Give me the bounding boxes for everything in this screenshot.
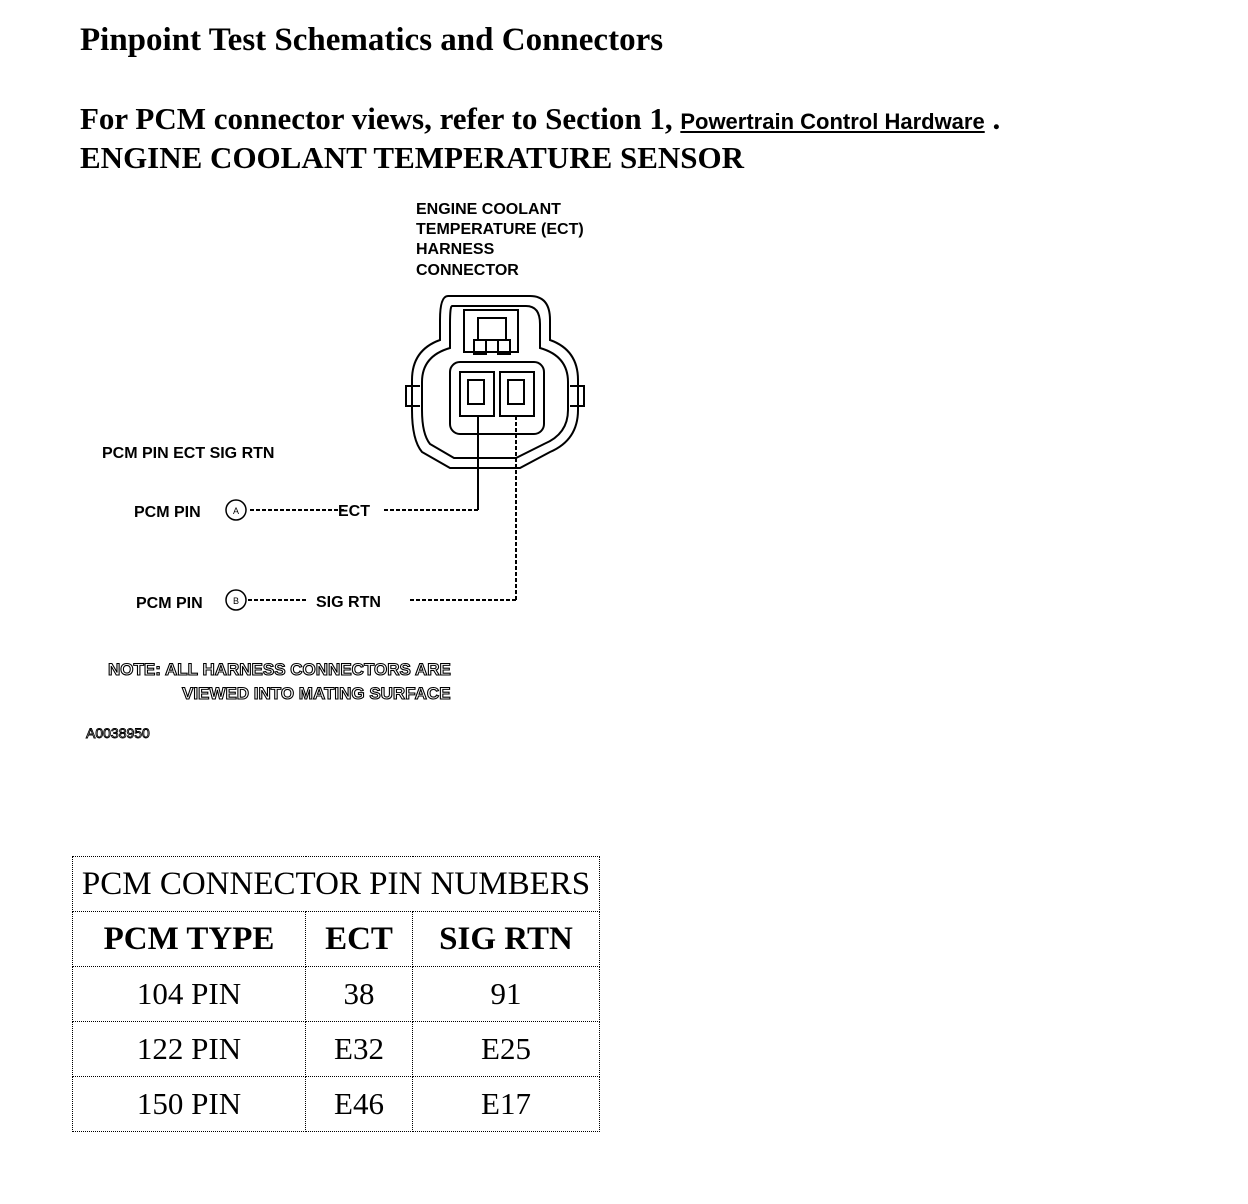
ect-signal-label: ECT (338, 503, 370, 520)
sig-rtn-signal-label: SIG RTN (316, 594, 381, 611)
table-cell: E46 (306, 1077, 413, 1132)
table-cell: 150 PIN (73, 1077, 306, 1132)
table-cell: E25 (413, 1022, 600, 1077)
table-title: PCM CONNECTOR PIN NUMBERS (73, 857, 600, 912)
pin-marker-ect-icon (226, 500, 246, 520)
svg-text:B: B (232, 596, 240, 606)
pin-marker-sig-rtn-icon (226, 590, 246, 610)
column-header-ect: ECT (306, 912, 413, 967)
table-cell: 122 PIN (73, 1022, 306, 1077)
note-line-2: VIEWED INTO MATING SURFACE (182, 684, 451, 703)
figure-id: A0038950 (86, 725, 150, 741)
table-row (73, 1077, 600, 1132)
pcm-connector-pin-table (72, 856, 600, 1132)
pcm-pin-label-sig-rtn: PCM PIN (136, 595, 203, 612)
connector-label-line-3: HARNESS (416, 241, 495, 258)
table-cell: E17 (413, 1077, 600, 1132)
note-line-1: NOTE: ALL HARNESS CONNECTORS ARE (108, 660, 451, 679)
table-cell: 38 (306, 967, 413, 1022)
section-title: ENGINE COOLANT TEMPERATURE SENSOR (80, 140, 745, 175)
pcm-pin-header-label: PCM PIN ECT SIG RTN (102, 445, 275, 462)
connector-label-line-1: ENGINE COOLANT (416, 201, 561, 218)
powertrain-control-hardware-link[interactable]: Powertrain Control Hardware (680, 109, 985, 134)
table-row (73, 967, 600, 1022)
connector-label-line-4: CONNECTOR (416, 262, 519, 279)
page-title: Pinpoint Test Schematics and Connectors (80, 22, 664, 58)
connector-label-line-2: TEMPERATURE (ECT) (416, 221, 584, 238)
reference-text: For PCM connector views, refer to Section 1, (80, 101, 673, 136)
reference-line (80, 101, 1000, 137)
table-cell: E32 (306, 1022, 413, 1077)
table-cell: 104 PIN (73, 967, 306, 1022)
column-header-pcm-type: PCM TYPE (73, 912, 306, 967)
sig-rtn-wire (246, 416, 516, 600)
ect-sensor-schematic (80, 190, 640, 750)
table-cell: 91 (413, 967, 600, 1022)
harness-connector-icon (406, 296, 584, 468)
reference-period: . (992, 101, 1001, 136)
column-header-sig-rtn: SIG RTN (413, 912, 600, 967)
svg-text:A: A (232, 506, 240, 516)
table-header-row (73, 912, 600, 967)
ect-wire (248, 416, 478, 510)
table-title-row (73, 857, 600, 912)
table-row (73, 1022, 600, 1077)
pcm-pin-label-ect: PCM PIN (134, 504, 201, 521)
